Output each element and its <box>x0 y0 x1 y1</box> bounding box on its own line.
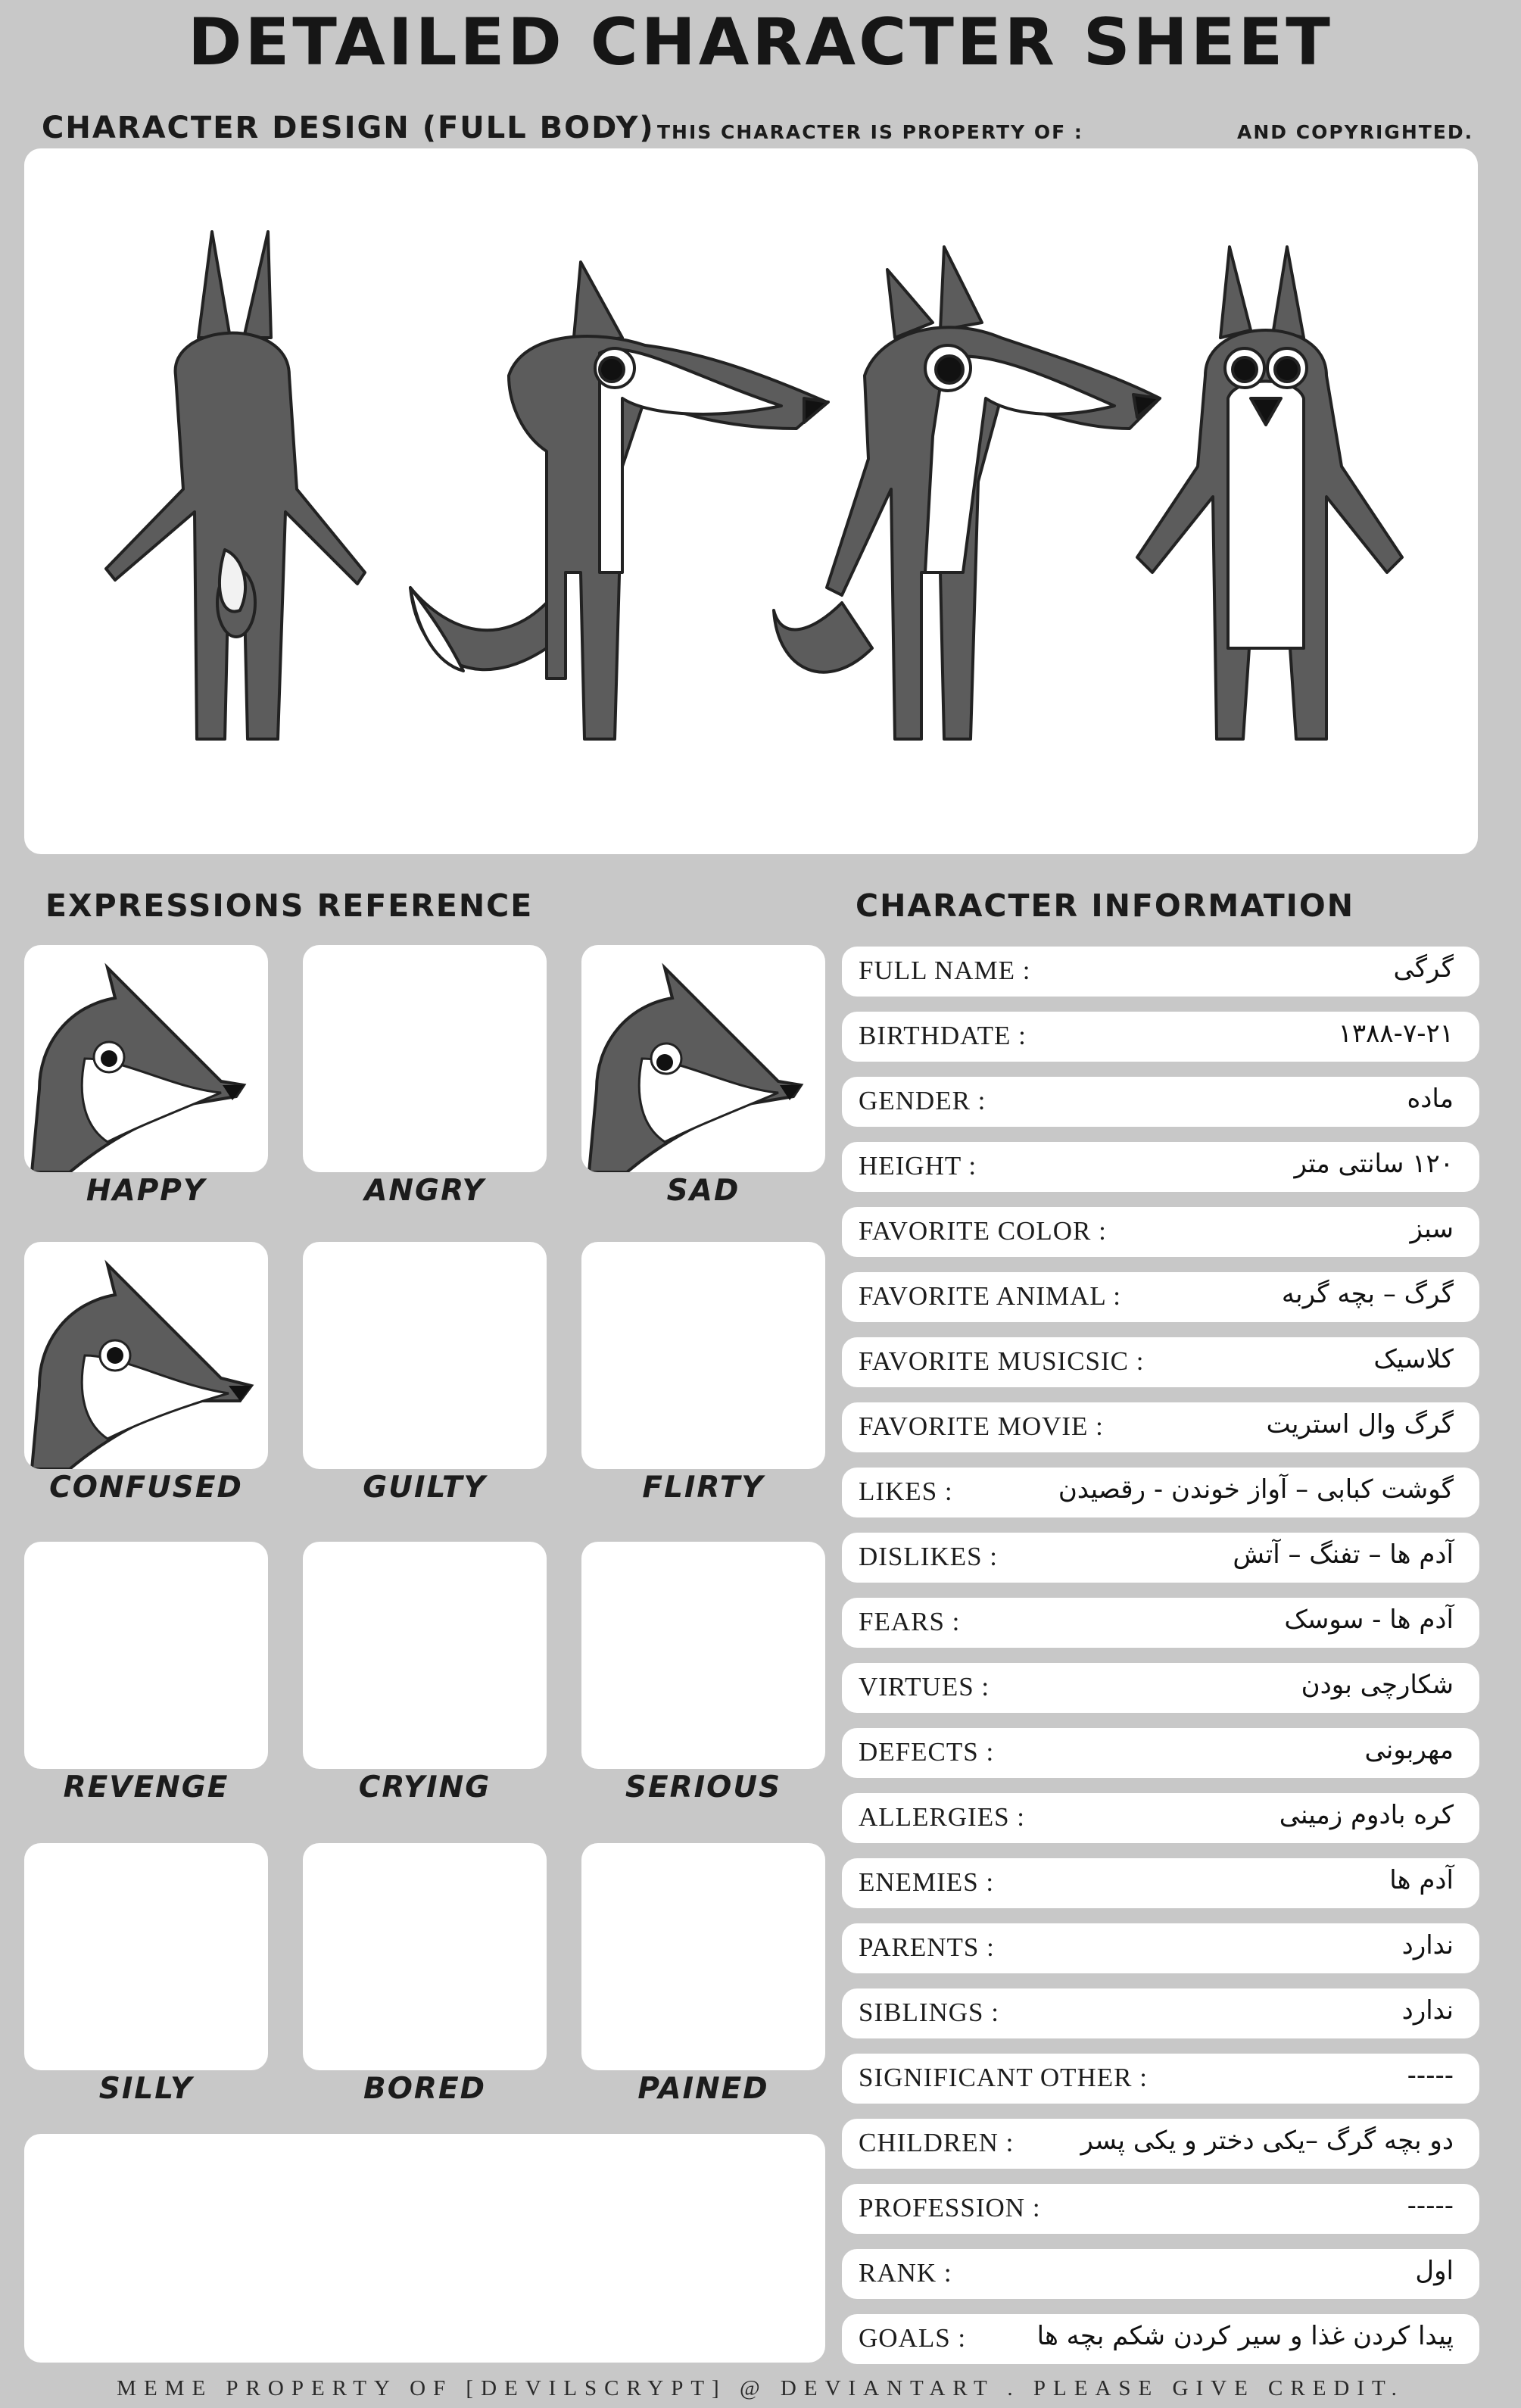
info-row-likes <box>842 1468 1479 1517</box>
favorite-animal-label: FAVORITE ANIMAL : <box>859 1281 1121 1311</box>
siblings-value: ندارد <box>1401 1995 1454 2026</box>
expressions-grid <box>24 945 827 2120</box>
info-row-birthdate <box>842 1012 1479 1062</box>
front-view <box>1137 247 1402 739</box>
expressions-heading: EXPRESSIONS REFERENCE <box>45 887 534 924</box>
goals-value: پیدا کردن غذا و سیر کردن شکم بچه ها <box>1036 2321 1454 2351</box>
expression-label-guilty: GUILTY <box>363 1471 487 1505</box>
enemies-value: آدم ها <box>1389 1865 1454 1895</box>
info-row-profession <box>842 2184 1479 2234</box>
expression-label-revenge: REVENGE <box>63 1770 229 1804</box>
expression-box-confused <box>24 1242 268 1469</box>
birthdate-label: BIRTHDATE : <box>859 1021 1027 1050</box>
confused-face-drawing <box>24 1242 268 1469</box>
expression-box-sad <box>581 945 825 1172</box>
birthdate-value: ۱۳۸۸-۷-۲۱ <box>1338 1018 1454 1049</box>
info-row-favorite-music <box>842 1337 1479 1387</box>
info-row-significant-other <box>842 2054 1479 2104</box>
expression-box-crying <box>303 1542 547 1769</box>
notes-panel <box>24 2134 825 2363</box>
expression-box-angry <box>303 945 547 1172</box>
three-quarter-view <box>774 247 1160 739</box>
info-row-siblings <box>842 1988 1479 2038</box>
allergies-label: ALLERGIES : <box>859 1802 1026 1832</box>
enemies-label: ENEMIES : <box>859 1867 995 1897</box>
info-row-allergies <box>842 1793 1479 1843</box>
height-label: HEIGHT : <box>859 1151 977 1181</box>
expression-box-flirty <box>581 1242 825 1469</box>
siblings-label: SIBLINGS : <box>859 1998 999 2027</box>
parents-value: ندارد <box>1401 1930 1454 1960</box>
info-row-enemies <box>842 1858 1479 1908</box>
expression-box-serious <box>581 1542 825 1769</box>
page-title: DETAILED CHARACTER SHEET <box>188 5 1333 80</box>
sad-face-drawing <box>581 945 825 1172</box>
expression-box-guilty <box>303 1242 547 1469</box>
expression-label-serious: SERIOUS <box>625 1770 782 1804</box>
profession-value: ----- <box>1407 2191 1454 2221</box>
info-row-favorite-animal <box>842 1272 1479 1322</box>
allergies-value: کره بادوم زمینی <box>1279 1800 1454 1830</box>
info-row-fears <box>842 1598 1479 1648</box>
back-view <box>106 232 365 739</box>
expression-label-crying: CRYING <box>358 1770 491 1804</box>
favorite-color-label: FAVORITE COLOR : <box>859 1216 1107 1246</box>
children-label: CHILDREN : <box>859 2128 1015 2157</box>
property-of-label: THIS CHARACTER IS PROPERTY OF : <box>657 121 1083 143</box>
rank-label: RANK : <box>859 2258 952 2288</box>
character-information-heading: CHARACTER INFORMATION <box>856 887 1355 924</box>
side-view <box>410 262 828 739</box>
expression-label-happy: HAPPY <box>86 1174 207 1208</box>
parents-label: PARENTS : <box>859 1932 995 1962</box>
info-row-dislikes <box>842 1533 1479 1583</box>
design-section-heading: CHARACTER DESIGN (FULL BODY) <box>42 111 655 145</box>
footer-credit: MEME PROPERTY OF [DEVILSCRYPT] @ DEVIANTART . PLEASE GIVE CREDIT. <box>117 2376 1404 2400</box>
significant-other-label: SIGNIFICANT OTHER : <box>859 2063 1148 2092</box>
character-turnaround-drawing <box>24 148 1478 854</box>
expression-box-pained <box>581 1843 825 2070</box>
goals-label: GOALS : <box>859 2323 967 2353</box>
favorite-music-label: FAVORITE MUSICSIC : <box>859 1346 1145 1376</box>
height-value: ۱۲۰ سانتی متر <box>1294 1149 1454 1179</box>
fears-label: FEARS : <box>859 1607 961 1636</box>
expression-label-angry: ANGRY <box>364 1174 485 1208</box>
expression-label-confused: CONFUSED <box>49 1471 243 1505</box>
copyrighted-label: AND COPYRIGHTED. <box>1237 121 1474 143</box>
children-value: دو بچه گرگ –یکی دختر و یکی پسر <box>1080 2126 1454 2156</box>
expression-box-happy <box>24 945 268 1172</box>
fears-value: آدم ها - سوسک <box>1284 1605 1454 1635</box>
full-body-design-panel <box>24 148 1478 854</box>
expression-label-bored: BORED <box>363 2072 486 2106</box>
info-row-virtues <box>842 1663 1479 1713</box>
favorite-music-value: کلاسیک <box>1373 1344 1454 1374</box>
likes-label: LIKES : <box>859 1477 953 1506</box>
info-row-favorite-movie <box>842 1402 1479 1452</box>
gender-label: GENDER : <box>859 1086 986 1115</box>
happy-face-drawing <box>24 945 268 1172</box>
dislikes-label: DISLIKES : <box>859 1542 999 1571</box>
defects-value: مهربونی <box>1364 1735 1454 1765</box>
expression-label-silly: SILLY <box>98 2072 194 2106</box>
info-row-children <box>842 2119 1479 2169</box>
favorite-movie-value: گرگ وال استریت <box>1266 1409 1454 1439</box>
info-row-gender <box>842 1077 1479 1127</box>
expression-label-flirty: FLIRTY <box>642 1471 765 1505</box>
expression-box-revenge <box>24 1542 268 1769</box>
rank-value: اول <box>1415 2256 1454 2286</box>
favorite-animal-value: گرگ – بچه گربه <box>1281 1279 1454 1309</box>
expression-label-pained: PAINED <box>637 2072 769 2106</box>
expression-box-silly <box>24 1843 268 2070</box>
full-name-value: گرگی <box>1393 953 1454 984</box>
likes-value: گوشت کبابی – آواز خوندن - رقصیدن <box>1058 1474 1454 1505</box>
expression-box-bored <box>303 1843 547 2070</box>
virtues-label: VIRTUES : <box>859 1672 990 1702</box>
favorite-movie-label: FAVORITE MOVIE : <box>859 1411 1104 1441</box>
expression-label-sad: SAD <box>666 1174 740 1208</box>
info-row-favorite-color <box>842 1207 1479 1257</box>
significant-other-value: ----- <box>1407 2060 1454 2091</box>
info-row-rank <box>842 2249 1479 2299</box>
info-row-full-name <box>842 947 1479 997</box>
info-row-height <box>842 1142 1479 1192</box>
gender-value: ماده <box>1407 1084 1454 1114</box>
info-row-parents <box>842 1923 1479 1973</box>
virtues-value: شکارچی بودن <box>1301 1670 1454 1700</box>
dislikes-value: آدم ها – تفنگ – آتش <box>1233 1539 1454 1570</box>
info-row-goals <box>842 2314 1479 2364</box>
full-name-label: FULL NAME : <box>859 956 1031 985</box>
profession-label: PROFESSION : <box>859 2193 1041 2222</box>
favorite-color-value: سبز <box>1410 1214 1454 1244</box>
defects-label: DEFECTS : <box>859 1737 995 1767</box>
info-row-defects <box>842 1728 1479 1778</box>
